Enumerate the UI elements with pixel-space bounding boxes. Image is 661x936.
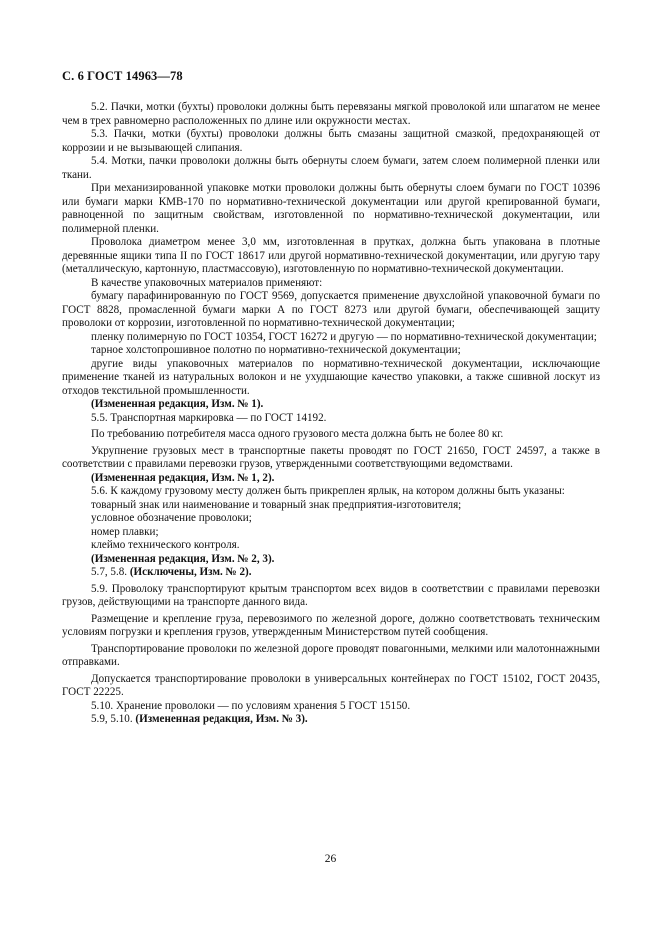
paragraph-transport-packages: Укрупнение грузовых мест в транспортные пакеты проводят по ГОСТ 21650, ГОСТ 24597, а также в соответствии с правилами перевозки грузов, утвержденными соответствующими ведомствами.	[62, 444, 600, 470]
amendment-note-2-3: (Измененная редакция, Изм. № 2, 3).	[91, 552, 275, 565]
paragraph-5-9: 5.9. Проволоку транспортируют крытым транспортом всех видов в соответствии с правилами перевозки грузов, действующими на транспорте данного вида.	[62, 582, 600, 608]
paragraph-containers: Допускается транспортирование проволоки в универсальных контейнерах по ГОСТ 15102, ГОСТ 20435, ГОСТ 22225.	[62, 672, 600, 698]
list-item-trademark: товарный знак или наименование и товарный знак предприятия-изготовителя;	[91, 498, 462, 511]
paragraph-5-3: 5.3. Пачки, мотки (бухты) проволоки должны быть смазаны защитной смазкой, предохраняющей от коррозии и не вызывающей слипания.	[62, 128, 600, 154]
amendment-note-3: (Измененная редакция, Изм. № 3).	[135, 713, 308, 725]
clause-numbers: 5.9, 5.10.	[91, 713, 136, 725]
list-item-paper: бумагу парафинированную по ГОСТ 9569, допускается применение двухслойной упаковочной бумаги по ГОСТ 8828, промасленной бумаги марки А по ГОСТ 8273 или другой бумаги, обеспечивающей защиту проволоки от коррозии, изготовленной по нормативно-технической документации;	[62, 290, 600, 329]
document-body	[62, 101, 600, 727]
list-item-melt-number: номер плавки;	[91, 525, 159, 538]
list-item-other-materials: другие виды упаковочных материалов по нормативно-технической документации, исключающие применение тканей из натуральных волокон и не ухудшающие качество упаковки, а также сшивной лоскут из отходов текстильной промышленности.	[62, 357, 600, 397]
paragraph-5-9-5-10	[62, 713, 600, 727]
list-item-designation: условное обозначение проволоки;	[91, 512, 252, 524]
list-item-canvas: тарное холстопрошивное полотно по нормативно-технической документации;	[91, 344, 461, 356]
paragraph-5-6: 5.6. К каждому грузовому месту должен быть прикреплен ярлык, на котором должны быть указаны:	[91, 485, 565, 497]
list-item-inspection-stamp: клеймо технического контроля.	[91, 539, 240, 551]
excluded-note: (Исключены, Изм. № 2).	[129, 566, 252, 578]
paragraph-packing-materials-intro: В качестве упаковочных материалов применяют:	[91, 276, 323, 289]
list-item-film: пленку полимерную по ГОСТ 10354, ГОСТ 16272 и другую — по нормативно-технической документации;	[91, 330, 597, 343]
paragraph-5-10: 5.10. Хранение проволоки — по условиям хранения 5 ГОСТ 15150.	[91, 699, 411, 712]
paragraph-5-2: 5.2. Пачки, мотки (бухты) проволоки должны быть перевязаны мягкой проволокой или шпагатом не менее чем в трех равномерно расположенных по длине или окружности местах.	[62, 101, 600, 127]
amendment-note-1-2: (Измененная редакция, Изм. № 1, 2).	[91, 471, 275, 484]
paragraph-wire-bars: Проволока диаметром менее 3,0 мм, изготовленная в прутках, должна быть упакована в плотные деревянные ящики типа II по ГОСТ 18617 или другой нормативно-технической документации, или другую тару (металлическую, картонную, пластмассовую), изготовленную по нормативно-технической документации.	[62, 236, 600, 275]
page-number: 26	[324, 853, 337, 865]
paragraph-5-4: 5.4. Мотки, пачки проволоки должны быть обернуты слоем бумаги, затем слоем полимерной пленки или ткани.	[62, 155, 600, 181]
clause-numbers: 5.7, 5.8.	[91, 566, 130, 578]
page-header: С. 6 ГОСТ 14963—78	[62, 69, 183, 83]
paragraph-mass-limit: По требованию потребителя масса одного грузового места должна быть не более 80 кг.	[91, 428, 504, 440]
paragraph-mechanized-packing: При механизированной упаковке мотки проволоки должны быть обернуты слоем бумаги по ГОСТ 10396 или бумаги марки КМВ-170 по нормативно-технической документации или другой крепированной бумаги, равноценной по защитным свойствам, изготовленной по нормативно-технической документации, или полимерной пленки.	[62, 182, 600, 235]
paragraph-railway-loading: Размещение и крепление груза, перевозимого по железной дороге, должно соответствовать техническим условиям погрузки и крепления грузов, утвержденным Министерством путей сообщения.	[62, 612, 600, 638]
amendment-note-1: (Измененная редакция, Изм. № 1).	[91, 398, 264, 410]
paragraph-railway-shipments: Транспортирование проволоки по железной дороге проводят повагонными, мелкими или малотоннажными отправками.	[62, 642, 600, 668]
paragraph-5-7-5-8	[62, 566, 600, 580]
paragraph-5-5: 5.5. Транспортная маркировка — по ГОСТ 14192.	[91, 411, 327, 424]
